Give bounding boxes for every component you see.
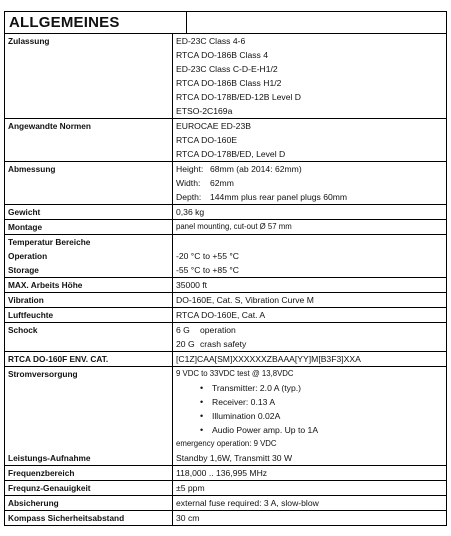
- spec-value: EUROCAE ED-23B RTCA DO-160E RTCA DO-178B/ED, Level D: [173, 119, 447, 162]
- table-row: [5, 278, 447, 293]
- spec-label: Absicherung: [5, 496, 173, 511]
- table-row: [5, 162, 447, 205]
- table-row: [5, 205, 447, 220]
- table-row: [5, 308, 447, 323]
- spec-value: 9 VDC to 33VDC test @ 13,8VDC • Transmitter: 2.0 A (typ.) • Receiver: 0.13 A • Illumination 0.02A • Audio Power amp. Up to 1A emergency operation: 9 VDC Standby 1,6W, Transmitt 30 W: [173, 367, 447, 466]
- table-row: [5, 496, 447, 511]
- table-row: [5, 481, 447, 496]
- spec-value: 30 cm: [173, 511, 447, 526]
- spec-value: ED-23C Class 4-6 RTCA DO-186B Class 4 ED-23C Class C-D-E-H1/2 RTCA DO-186B Class H1/2 RTCA DO-178B/ED-12B Level D ETSO-2C169a: [173, 34, 447, 119]
- spec-label: Schock: [5, 323, 173, 352]
- spec-value: -20 °C to +55 °C -55 °C to +85 °C: [173, 235, 447, 278]
- spec-value: panel mounting, cut-out Ø 57 mm: [173, 220, 447, 235]
- spec-label: Luftfeuchte: [5, 308, 173, 323]
- spec-value: ±5 ppm: [173, 481, 447, 496]
- spec-value: RTCA DO-160E, Cat. A: [173, 308, 447, 323]
- spec-label: MAX. Arbeits Höhe: [5, 278, 173, 293]
- spec-value: 0,36 kg: [173, 205, 447, 220]
- spec-table: [4, 33, 447, 526]
- spec-label: Zulassung: [5, 34, 173, 119]
- spec-label: Frequenzbereich: [5, 466, 173, 481]
- spec-value: 35000 ft: [173, 278, 447, 293]
- section-header: [4, 11, 447, 33]
- spec-value: [C1Z]CAA[SM]XXXXXXZBAAA[YY]M[B3F3]XXA: [173, 352, 447, 367]
- spec-label: Montage: [5, 220, 173, 235]
- spec-label: Kompass Sicherheitsabstand: [5, 511, 173, 526]
- spec-value: DO-160E, Cat. S, Vibration Curve M: [173, 293, 447, 308]
- spec-sheet: [4, 11, 447, 526]
- table-row: [5, 466, 447, 481]
- table-row: [5, 119, 447, 162]
- spec-value: 6 G operation 20 G crash safety: [173, 323, 447, 352]
- spec-label: Gewicht: [5, 205, 173, 220]
- list-item: • Audio Power amp. Up to 1A: [176, 423, 443, 437]
- table-row: [5, 34, 447, 119]
- spec-label: RTCA DO-160F ENV. CAT.: [5, 352, 173, 367]
- section-title: ALLGEMEINES: [5, 12, 187, 33]
- table-row: [5, 352, 447, 367]
- list-item: • Receiver: 0.13 A: [176, 395, 443, 409]
- table-row: [5, 220, 447, 235]
- spec-label: Stromversorgung Leistungs-Aufnahme: [5, 367, 173, 466]
- spec-label: Abmessung: [5, 162, 173, 205]
- list-item: • Transmitter: 2.0 A (typ.): [176, 381, 443, 395]
- spec-label: Angewandte Normen: [5, 119, 173, 162]
- table-row: [5, 235, 447, 278]
- spec-value: Height: 68mm (ab 2014: 62mm) Width: 62mm Depth: 144mm plus rear panel plugs 60mm: [173, 162, 447, 205]
- spec-value: 118,000 .. 136,995 MHz: [173, 466, 447, 481]
- spec-label: Vibration: [5, 293, 173, 308]
- spec-value: external fuse required: 3 A, slow-blow: [173, 496, 447, 511]
- spec-label: Frequnz-Genauigkeit: [5, 481, 173, 496]
- list-item: • Illumination 0.02A: [176, 409, 443, 423]
- table-row: [5, 367, 447, 466]
- table-row: [5, 293, 447, 308]
- table-row: [5, 511, 447, 526]
- section-header-blank: [187, 12, 446, 33]
- spec-label: Temperatur Bereiche Operation Storage: [5, 235, 173, 278]
- table-row: [5, 323, 447, 352]
